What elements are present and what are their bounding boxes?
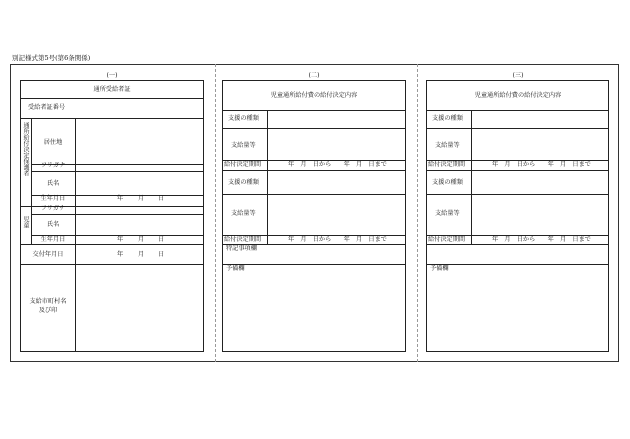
reserve-label-3: 予備欄 [430, 265, 449, 272]
period-value-3b: 年 月 日から 年 月 日まで [492, 236, 591, 243]
support-amount-label-2a: 支給量等 [231, 142, 256, 149]
cert-no-label: 受給者証番号 [28, 104, 66, 111]
address-label: 居住地 [43, 139, 63, 146]
decision-title-3: 児童通所給付費の給付決定内容 [474, 92, 562, 99]
child-name-label: 氏名 [46, 221, 60, 228]
support-amount-label-3a: 支給量等 [435, 142, 460, 149]
certificate-title: 通所受給者証 [93, 86, 131, 93]
special-notes-label: 特記事項欄 [226, 245, 257, 252]
decision-title-2: 児童通所給付費の給付決定内容 [270, 92, 358, 99]
guardian-furigana-label: フリガナ [40, 162, 66, 169]
support-amount-label-2b: 支給量等 [231, 210, 256, 217]
panel-number-1: (一) [106, 72, 118, 79]
period-value-2b: 年 月 日から 年 月 日まで [288, 236, 387, 243]
guardian-group-label: 通所給付決定保護者 [22, 122, 29, 176]
child-birth-label: 生年月日 [40, 236, 66, 243]
child-furigana-label: フリガナ [40, 205, 66, 212]
support-type-label-2b: 支援の種類 [228, 179, 259, 186]
panel-separator [417, 64, 418, 362]
period-label-3a: 給付決定期間 [428, 161, 466, 168]
guardian-name-label: 氏名 [46, 180, 60, 187]
period-label-2b: 給付決定期間 [224, 236, 262, 243]
panel-number-2: (二) [308, 72, 320, 79]
guardian-birth-label: 生年月日 [40, 195, 66, 202]
period-label-3b: 給付決定期間 [428, 236, 466, 243]
panel-separator [215, 64, 216, 362]
child-group-label: 児童 [22, 216, 29, 228]
municipality-label-line2: 及び印 [38, 307, 58, 314]
municipality-label-line1: 支給市町村名 [29, 298, 67, 305]
period-label-2a: 給付決定期間 [224, 161, 262, 168]
period-value-3a: 年 月 日から 年 月 日まで [492, 161, 591, 168]
support-type-label-2a: 支援の種類 [228, 115, 259, 122]
reserve-label-2: 予備欄 [226, 265, 245, 272]
panel-number-3: (三) [512, 72, 524, 79]
support-type-label-3a: 支援の種類 [432, 115, 463, 122]
support-amount-label-3b: 支給量等 [435, 210, 460, 217]
support-type-label-3b: 支援の種類 [432, 179, 463, 186]
period-value-2a: 年 月 日から 年 月 日まで [288, 161, 387, 168]
form-title: 別記様式第5号(第6条関係) [12, 54, 91, 62]
issue-date-label: 交付年月日 [32, 251, 64, 258]
